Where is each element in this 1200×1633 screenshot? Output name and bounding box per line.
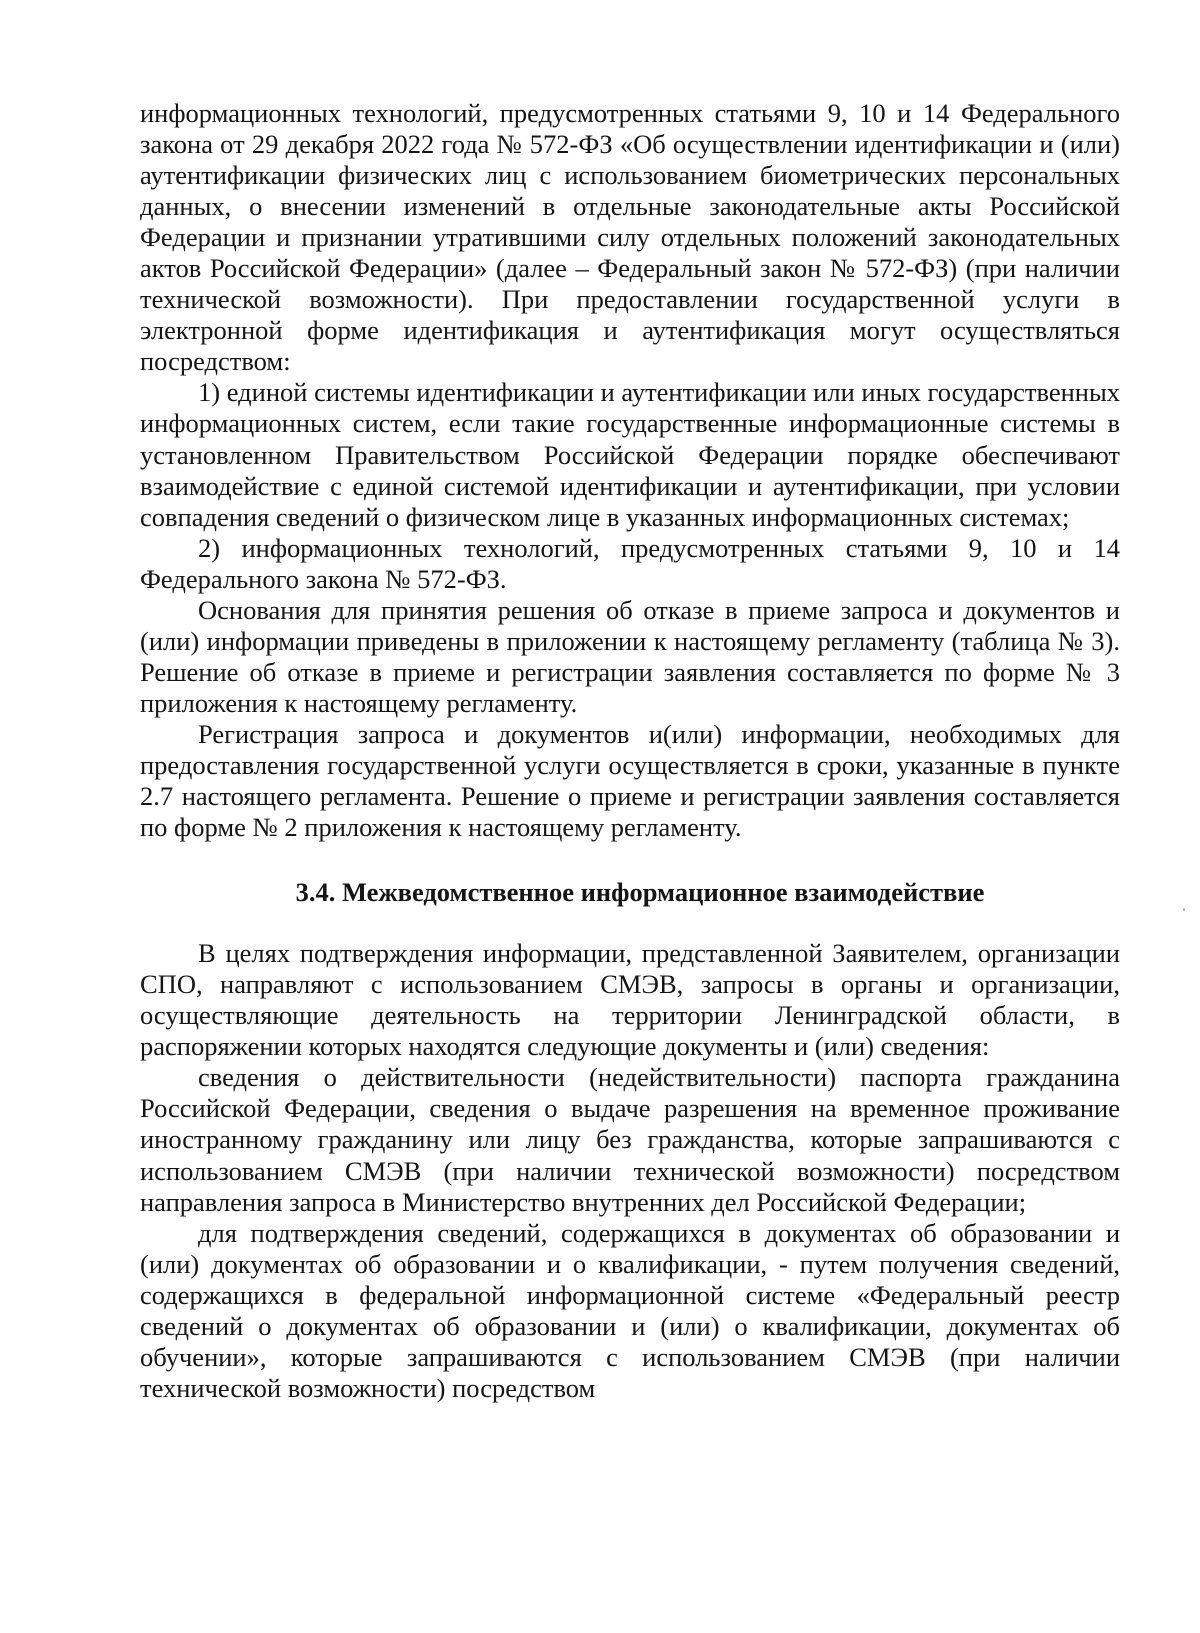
paragraph-interagency-requests: В целях подтверждения информации, представленной Заявителем, организации СПО, направляют с использованием СМЭВ, запросы в органы и организации, осуществляющие деятельность на территории Ленинградской области, в распоряжении которых находятся следующие документы и (или) сведения: xyxy=(140,938,1120,1062)
paragraph-identification-technologies: информационных технологий, предусмотренных статьями 9, 10 и 14 Федерального закона от 29 декабря 2022 года № 572-ФЗ «Об осуществлении идентификации и (или) аутентификации физических лиц с использованием биометрических персональных данных, о внесении изменений в отдельные законодательные акты Российской Федерации и признании утратившими силу отдельных положений законодательных актов Российской Федерации» (далее – Федеральный закон № 572-ФЗ) (при наличии технической возможности). При предоставлении государственной услуги в электронной форме идентификация и аутентификация могут осуществляться посредством: xyxy=(140,98,1120,377)
paragraph-item-2-it-technologies: 2) информационных технологий, предусмотренных статьями 9, 10 и 14 Федерального закона № 572-ФЗ. xyxy=(140,532,1120,594)
paragraph-item-1-esia: 1) единой системы идентификации и аутентификации или иных государственных информационных систем, если такие государственные информационные системы в установленном Правительством Российской Федерации порядке обеспечивают взаимодействие с единой системой идентификации и аутентификации, при условии совпадения сведений о физическом лице в указанных информационных системах; xyxy=(140,377,1120,532)
paragraph-refusal-grounds: Основания для принятия решения об отказе в приеме запроса и документов и (или) информации приведены в приложении к настоящему регламенту (таблица № 3). Решение об отказе в приеме и регистрации заявления составляется по форме № 3 приложения к настоящему регламенту. xyxy=(140,594,1120,718)
paragraph-education-documents: для подтверждения сведений, содержащихся в документах об образовании и (или) документах об образовании и о квалификации, - путем получения сведений, содержащихся в федеральной информационной системе «Федеральный реестр сведений о документах об образовании и (или) о квалификации, документах об обучении», которые запрашиваются с использованием СМЭВ (при наличии технической возможности) посредством xyxy=(140,1217,1120,1403)
spacer xyxy=(140,843,1120,877)
spacer xyxy=(140,908,1120,938)
document-page xyxy=(140,98,1120,1404)
paragraph-registration-terms: Регистрация запроса и документов и(или) информации, необходимых для предоставления государственной услуги осуществляется в сроки, указанные в пункте 2.7 настоящего регламента. Решение о приеме и регистрации заявления составляется по форме № 2 приложения к настоящему регламенту. xyxy=(140,718,1120,843)
paragraph-passport-validity: сведения о действительности (недействительности) паспорта гражданина Российской Федерации, сведения о выдаче разрешения на временное проживание иностранному гражданину или лицу без гражданства, которые запрашиваются с использованием СМЭВ (при наличии технической возможности) посредством направления запроса в Министерство внутренних дел Российской Федерации; xyxy=(140,1062,1120,1217)
section-heading: 3.4. Межведомственное информационное взаимодействие xyxy=(295,877,985,908)
scan-artifact xyxy=(1183,908,1185,911)
